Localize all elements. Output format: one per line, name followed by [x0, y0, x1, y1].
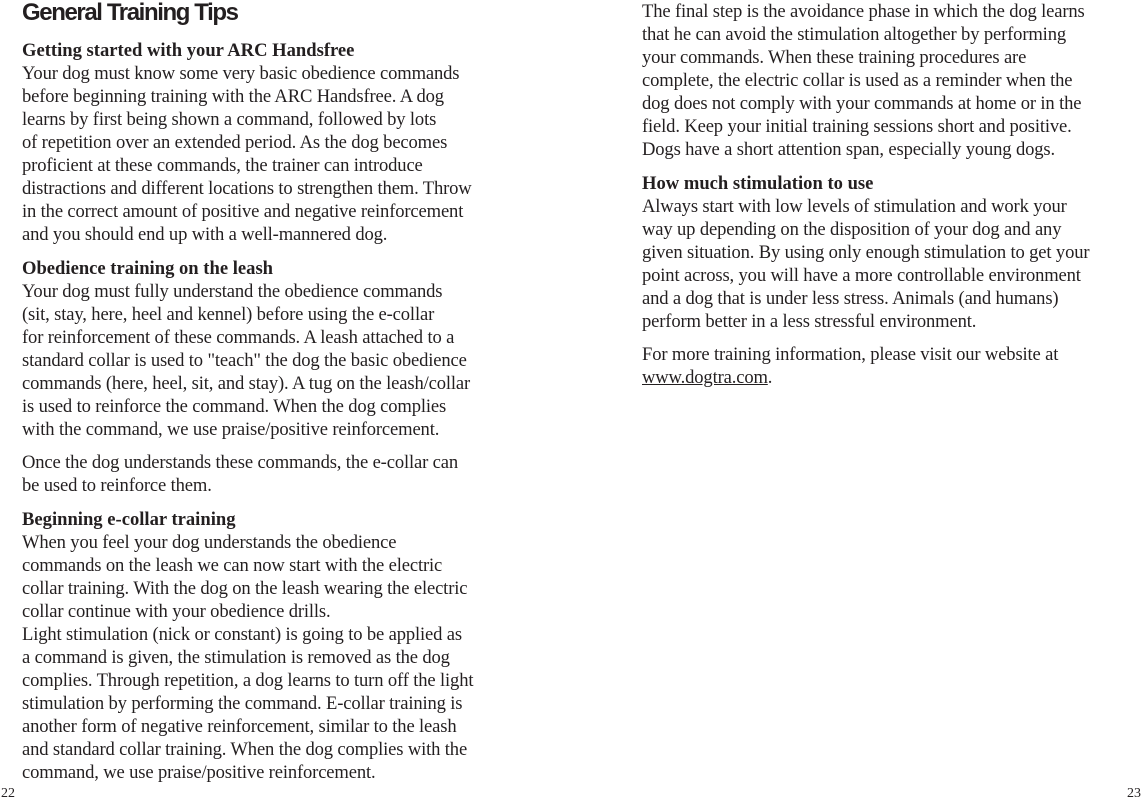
website-trailing-period: .	[767, 367, 773, 388]
section-heading: Obedience training on the leash	[22, 258, 274, 279]
more-info-paragraph	[642, 343, 1134, 389]
section-heading: Beginning e-collar training	[22, 509, 236, 530]
section-heading: Getting started with your ARC Handsfree	[22, 40, 355, 61]
left-page	[22, 0, 514, 784]
section-paragraph: Always start with low levels of stimulation and work your way up depending on the disposition of your dog and any given situation. By using only enough stimulation to get your point across, you will have a more controllable environment and a dog that is under less stress. Animals (and humans) perform better in a less stressful environment.	[642, 196, 1090, 332]
section-getting-started	[22, 39, 514, 246]
section-stimulation	[642, 172, 1134, 333]
section-heading: How much stimulation to use	[642, 173, 874, 194]
section-paragraph: Your dog must know some very basic obedience commands before beginning training with the ARC Handsfree. A dog learns by first being shown a command, followed by lots of repetition over an extended period. As the dog becomes proficient at these commands, the trainer can introduce distractions and different locations to strengthen them. Throw in the correct amount of positive and negative reinforcement and you should end up with a well-mannered dog.	[22, 63, 472, 245]
avoidance-phase-paragraph: The final step is the avoidance phase in which the dog learns that he can avoid the stimulation altogether by performing your commands. When these training procedures are complete, the electric collar is used as a reminder when the dog does not comply with your commands at home or in the field. Keep your initial training sessions short and positive. Dogs have a short attention span, especially young dogs.	[642, 1, 1085, 160]
section-paragraph: Once the dog understands these commands, the e-collar can be used to reinforce them.	[22, 452, 458, 496]
section-paragraph: Your dog must fully understand the obedience commands (sit, stay, here, heel and kennel) before using the e-collar for reinforcement of these commands. A leash attached to a standard collar is used to "teach" the dog the basic obedience commands (here, heel, sit, and stay). A tug on the leash/collar is used to reinforce the command. When the dog complies with the command, we use praise/positive reinforcement.	[22, 281, 471, 440]
right-page	[642, 0, 1134, 389]
section-obedience-leash	[22, 257, 514, 497]
website-link[interactable]: www.dogtra.com	[642, 367, 768, 388]
section-beginning-ecollar	[22, 508, 514, 784]
page-title: General Training Tips	[22, 0, 238, 26]
page-number-right: 23	[1127, 786, 1141, 801]
more-info-text: For more training information, please visit our website at	[642, 344, 1059, 365]
section-paragraph: When you feel your dog understands the obedience commands on the leash we can now start with the electric collar training. With the dog on the leash wearing the electric collar continue with your obedience drills. Light stimulation (nick or constant) is going to be applied as a command is given, the stimulation is removed as the dog complies. Through repetition, a dog learns to turn off the light stimulation by performing the command. E-collar training is another form of negative reinforcement, similar to the leash and standard collar training. When the dog complies with the command, we use praise/positive reinforcement.	[22, 532, 474, 783]
page-number-left: 22	[1, 786, 15, 801]
